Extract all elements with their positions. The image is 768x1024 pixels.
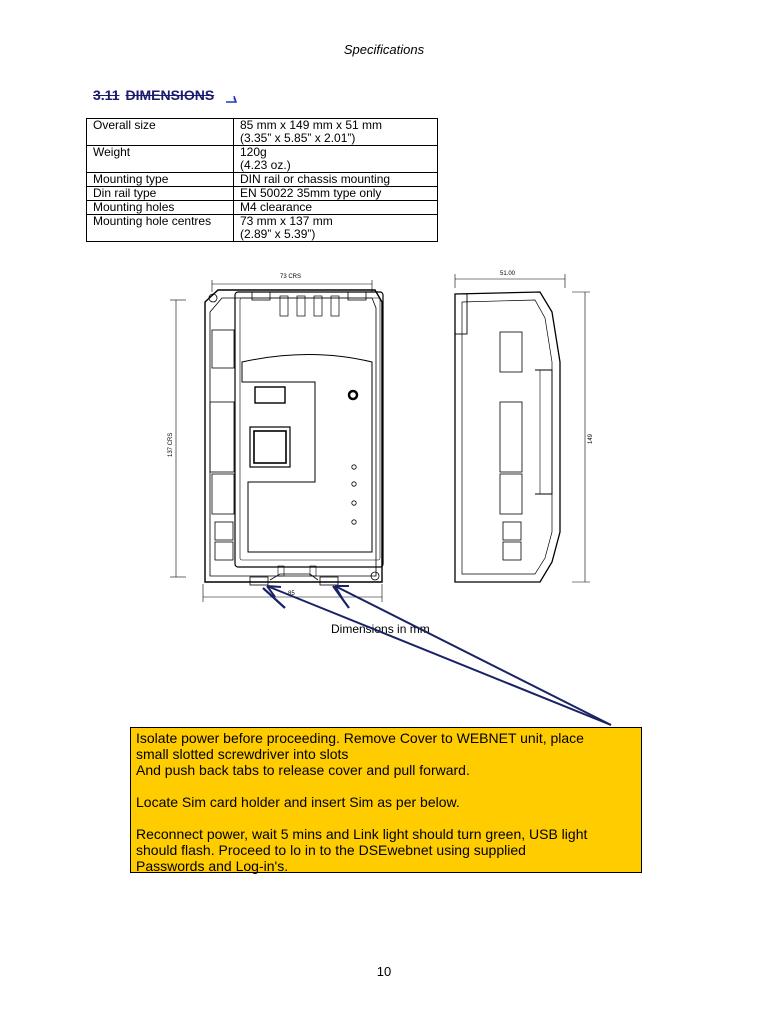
specifications-table — [86, 118, 438, 242]
spec-label: Mounting holes — [87, 201, 234, 215]
spec-label: Mounting type — [87, 173, 234, 187]
dimension-bottom-label: 85 — [288, 591, 295, 597]
note-line: Locate Sim card holder and insert Sim as per below. — [136, 794, 460, 810]
note-line: Isolate power before proceeding. Remove Cover to WEBNET unit, place — [136, 730, 584, 746]
section-name: DIMENSIONS — [125, 87, 215, 103]
spec-value: EN 50022 35mm type only — [234, 187, 438, 201]
anchor-mark-icon — [225, 95, 237, 103]
spec-label: Weight — [87, 146, 234, 173]
callout-arrow-left — [267, 586, 611, 725]
page-number: 10 — [376, 964, 392, 979]
note-line: Reconnect power, wait 5 mins and Link light should turn green, USB light — [136, 826, 588, 842]
callout-arrow-right — [335, 586, 611, 725]
table-row — [87, 187, 438, 201]
table-row — [87, 215, 438, 242]
spec-value: DIN rail or chassis mounting — [234, 173, 438, 187]
table-row — [87, 201, 438, 215]
table-row — [87, 146, 438, 173]
dimension-side-top-label: 51.00 — [500, 271, 516, 277]
spec-label: Din rail type — [87, 187, 234, 201]
spec-value: 120g (4.23 oz.) — [234, 146, 438, 173]
section-title — [93, 87, 214, 103]
table-row — [87, 119, 438, 146]
spec-label: Overall size — [87, 119, 234, 146]
dimension-left-label: 137 CRS — [168, 432, 174, 457]
drawing-caption: Dimensions in mm — [331, 622, 430, 636]
spec-value: 73 mm x 137 mm (2.89” x 5.39”) — [234, 215, 438, 242]
dimension-top-label: 73 CRS — [280, 274, 302, 280]
section-number: 3.11 — [93, 87, 120, 103]
page-header: Specifications — [343, 42, 425, 57]
note-line: And push back tabs to release cover and pull forward. — [136, 762, 470, 778]
note-line: small slotted screwdriver into slots — [136, 746, 349, 762]
spec-label: Mounting hole centres — [87, 215, 234, 242]
dimension-side-right-label: 149 — [588, 433, 594, 444]
callout-arrows — [255, 580, 635, 730]
note-line: should flash. Proceed to lo in to the DSEwebnet using supplied — [136, 842, 526, 858]
spec-value: M4 clearance — [234, 201, 438, 215]
spec-value: 85 mm x 149 mm x 51 mm (3.35” x 5.85” x 2.01”) — [234, 119, 438, 146]
note-line: Passwords and Log-in's. — [136, 858, 289, 874]
instruction-note — [130, 727, 642, 873]
table-row — [87, 173, 438, 187]
dimension-drawing — [160, 262, 620, 612]
